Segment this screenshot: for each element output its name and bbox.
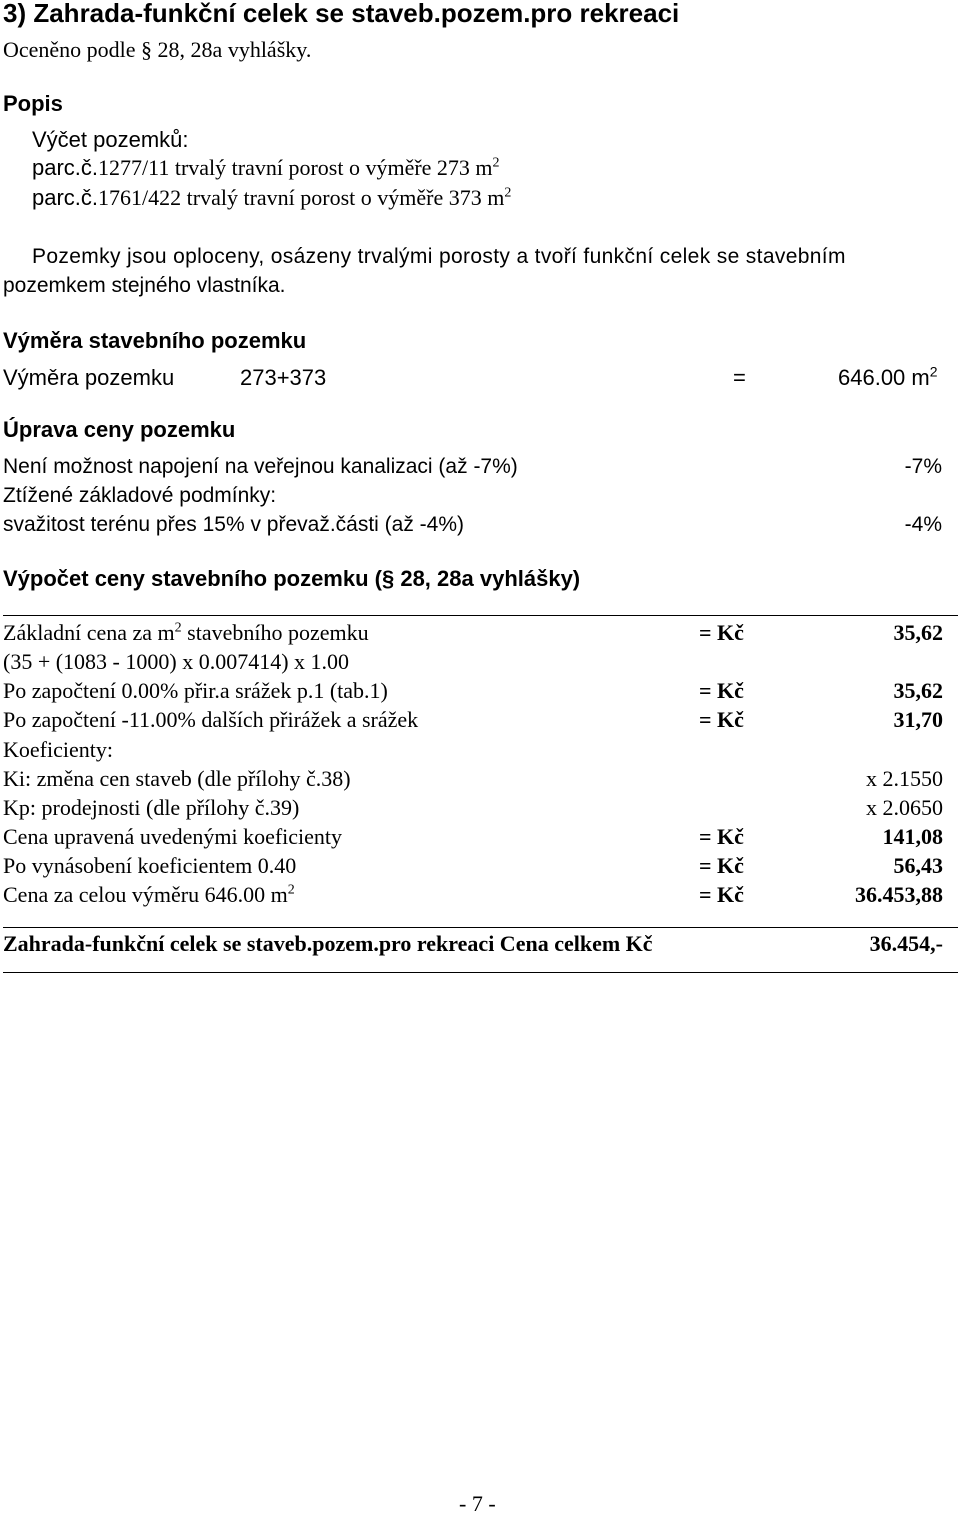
calculation-row-label [3, 678, 388, 704]
calculation-row-label [3, 620, 369, 646]
calculation-row [3, 882, 943, 911]
calculation-row-currency: = Kč [699, 824, 744, 849]
adjustment-slope-value: -4% [904, 513, 942, 536]
calculation-row-label [3, 824, 342, 850]
calculation-row-currency: = Kč [699, 678, 744, 703]
parcel-text: 1761/422 trvalý travní porost o výměře 373 m [98, 185, 505, 210]
area-value [838, 365, 938, 391]
calculation-row-label-text: Základní cena za m [3, 620, 175, 645]
calculation-row-label-text: Po započtení -11.00% dalších přirážek a srážek [3, 707, 419, 732]
calculation-row-currency: = Kč [699, 882, 744, 907]
page-number: - 7 - [459, 1491, 496, 1516]
parcel-prefix: parc.č. [32, 185, 99, 210]
calculation-row-currency: = Kč [699, 620, 744, 645]
adjustment-sewer-label: Není možnost napojení na veřejnou kanalizaci (až -7%) [3, 455, 518, 478]
description-line-1: Pozemky jsou oploceny, osázeny trvalými porosty a tvoří funkční celek se stavebním [32, 245, 846, 268]
parcel-unit-sup: 2 [504, 185, 512, 201]
calculation-row [3, 766, 943, 795]
calculation-row-label [3, 853, 296, 879]
calculation-row-label-text: Cena upravená uvedenými koeficienty [3, 824, 343, 849]
calculation-row-value: 35,62 [893, 678, 943, 703]
calculation-row [3, 620, 943, 649]
calculation-row-label-text: Po započtení 0.00% přir.a srážek p.1 (tab.1) [3, 678, 388, 703]
unit-superscript: 2 [287, 882, 295, 898]
calculation-row [3, 795, 943, 824]
calculation-row-label-text: Ki: změna cen staveb (dle přílohy č.38) [3, 766, 351, 791]
area-unit-sup: 2 [929, 363, 938, 380]
calculation-row [3, 824, 943, 853]
calculation-row-label [3, 737, 113, 763]
calculation-row-value: x 2.1550 [866, 766, 943, 791]
calculation-row-label-text: (35 + (1083 - 1000) x 0.007414) x 1.00 [3, 649, 350, 674]
calculation-row-value: 36.453,88 [855, 882, 943, 907]
calculation-row-value: 56,43 [893, 853, 943, 878]
total-row [3, 931, 943, 960]
parcel-text: 1277/11 trvalý travní porost o výměře 273 m [98, 155, 493, 180]
calculation-row-value: x 2.0650 [866, 795, 943, 820]
description-line-2: pozemkem stejného vlastníka. [3, 274, 286, 297]
total-label: Zahrada-funkční celek se staveb.pozem.pro rekreaci Cena celkem Kč [3, 931, 653, 956]
parcel-item [32, 185, 511, 211]
adjustment-slope-label: svažitost terénu přes 15% v převaž.části (až -4%) [3, 513, 465, 536]
calculation-row-label-text: Po vynásobení koeficientem 0.40 [3, 853, 297, 878]
calculation-row-label-text: Koeficienty: [3, 737, 113, 762]
total-top-rule [3, 927, 958, 928]
area-equals: = [733, 365, 746, 390]
parcel-unit-sup: 2 [492, 155, 500, 171]
calculation-row [3, 737, 943, 766]
parcel-list-label: Výčet pozemků: [32, 127, 189, 152]
calculation-top-rule [3, 615, 958, 616]
valuation-basis: Oceněno podle § 28, 28a vyhlášky. [3, 37, 312, 62]
calculation-row-label [3, 649, 349, 675]
area-heading: Výměra stavebního pozemku [3, 328, 307, 353]
section-title: 3) Zahrada-funkční celek se staveb.pozem.pro rekreaci [3, 0, 680, 28]
calculation-row-label-suffix: stavebního pozemku [181, 620, 369, 645]
area-value-text: 646.00 m [838, 365, 930, 390]
calculation-row-label [3, 882, 295, 908]
total-bottom-rule [3, 972, 958, 973]
calculation-heading: Výpočet ceny stavebního pozemku (§ 28, 28a vyhlášky) [3, 566, 581, 591]
parcel-prefix: parc.č. [32, 155, 99, 180]
calculation-row-label-text: Cena za celou výměru 646.00 m [3, 882, 288, 907]
total-value: 36.454,- [869, 931, 943, 956]
calculation-row-label [3, 707, 418, 733]
area-label: Výměra pozemku [3, 365, 175, 390]
calculation-row-label-text: Kp: prodejnosti (dle přílohy č.39) [3, 795, 300, 820]
calculation-row-value: 141,08 [882, 824, 943, 849]
adjustment-sewer-value: -7% [904, 455, 942, 478]
calculation-row [3, 853, 943, 882]
area-formula: 273+373 [240, 365, 327, 390]
popis-heading: Popis [3, 91, 63, 116]
calculation-row [3, 707, 943, 736]
calculation-row-label [3, 795, 299, 821]
calculation-row-label [3, 766, 351, 792]
calculation-row-currency: = Kč [699, 707, 744, 732]
calculation-row [3, 649, 943, 678]
calculation-row-value: 31,70 [893, 707, 943, 732]
calculation-row-value: 35,62 [893, 620, 943, 645]
calculation-row-currency: = Kč [699, 853, 744, 878]
calculation-row [3, 678, 943, 707]
adjustment-foundation-label: Ztížené základové podmínky: [3, 484, 277, 507]
unit-superscript: 2 [174, 620, 182, 636]
adjustment-heading: Úprava ceny pozemku [3, 417, 236, 442]
parcel-item [32, 155, 500, 181]
